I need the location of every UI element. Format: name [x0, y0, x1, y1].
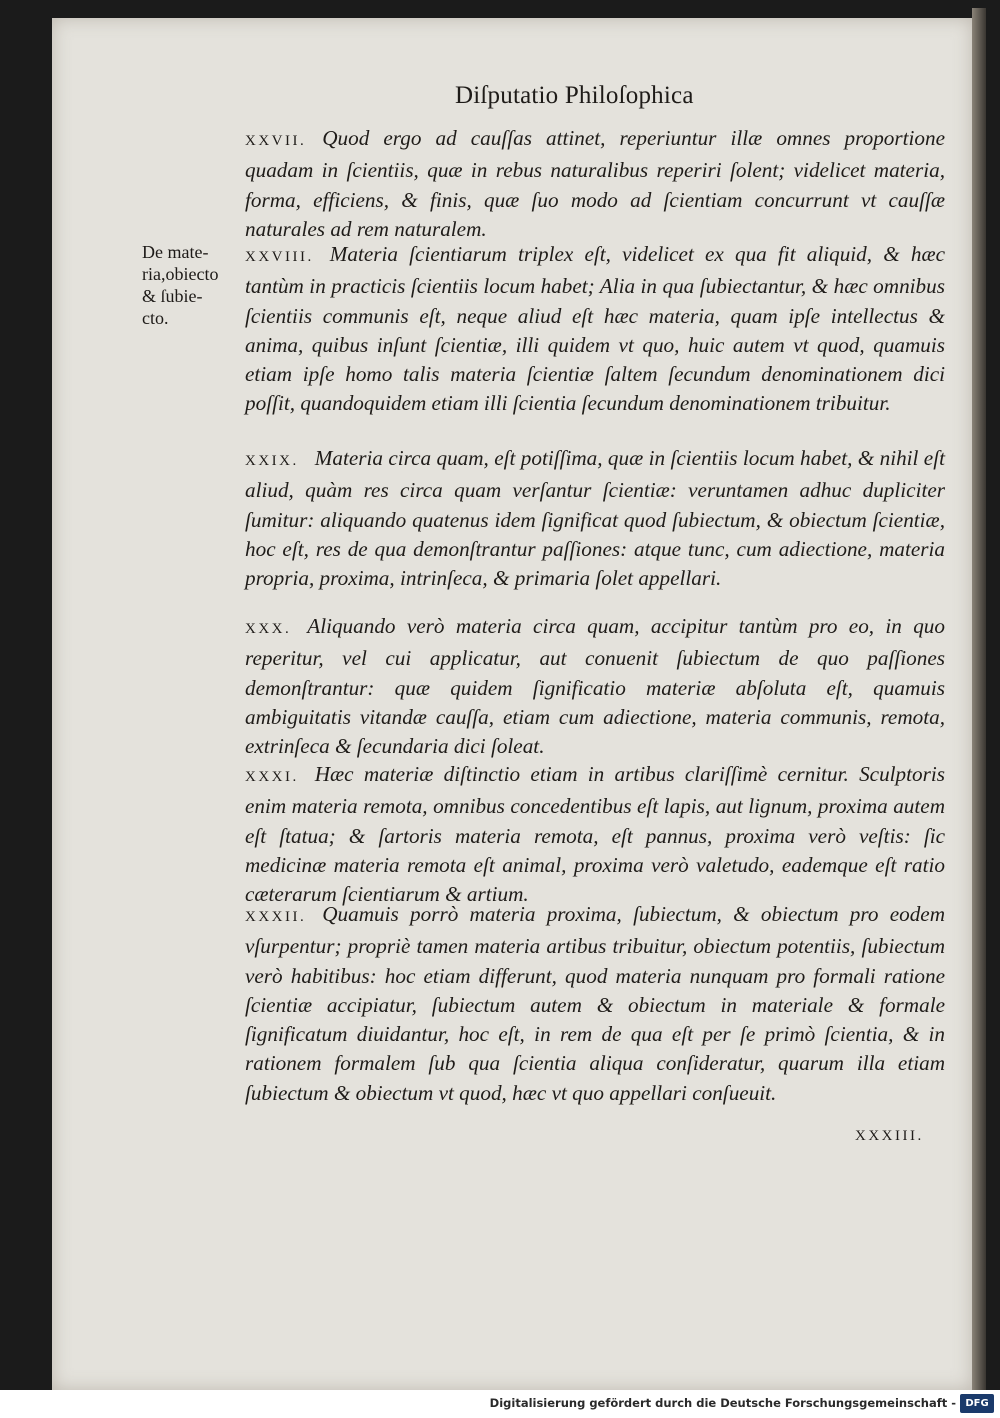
margin-note-line: ria,obiecto	[142, 264, 219, 284]
running-head: Diſputatio Philoſophica	[455, 82, 694, 109]
paragraph-xxxii	[245, 900, 945, 1108]
dfg-logo: DFG	[960, 1394, 994, 1413]
funding-credit: Digitalisierung gefördert durch die Deutsche Forschungsgemeinschaft -	[489, 1396, 956, 1410]
paragraph-xxix	[245, 444, 945, 593]
paragraph-xxviii	[245, 240, 945, 419]
paragraph-text: Materia ſcientiarum triplex eſt, videlicet ex qua fit aliquid, & hæc tantùm in practicis ſcientiis locum habet; Alia in qua ſubiectantur, & hæc omnibus ſcientiis communis eſt, neque aliud eſt hæc materia, quam ipſe intellectus & anima, quibus inſunt ſcientiæ, illi quidem vt quo, huic autem vt quod, quamuis etiam ipſe homo talis materia ſcientiæ ſaltem ſecundum denominationem dici poſſit, quandoquidem etiam illi ſcientia ſecundum denominationem tribuitur.	[245, 242, 945, 416]
paragraph-text: Quod ergo ad cauſſas attinet, reperiuntur illæ omnes proportione quadam in ſcientiis, quæ in rebus naturalibus reperiri ſolent; videlicet materia, forma, efficiens, & finis, quæ ſuo modo ad ſcientiam concurrunt vt cauſſæ naturales ad rem naturalem.	[245, 126, 945, 241]
paragraph-text: Hæc materiæ diſtinctio etiam in artibus clariſſimè cernitur. Sculptoris enim materia remota, omnibus concedentibus eſt lapis, aut lignum, proxima autem eſt ſtatua; & ſartoris materia remota, eſt pannus, proxima verò veſtis: ſic medicinæ materia remota eſt animal, proxima verò valetudo, eademque eſt ratio cæterarum ſcientiarum & artium.	[245, 762, 945, 907]
paragraph-xxvii	[245, 124, 945, 244]
paragraph-number: XXX.	[245, 621, 292, 637]
margin-note-line: & ſubie-	[142, 286, 203, 306]
paragraph-number: XXIX.	[245, 453, 299, 469]
paragraph-number: XXVII.	[245, 133, 307, 149]
paragraph-number: XXXII.	[245, 909, 307, 925]
paragraph-xxxi	[245, 760, 945, 909]
paragraph-number: XXVIII.	[245, 249, 314, 265]
footer-bar	[0, 1390, 1000, 1418]
paragraph-text: Aliquando verò materia circa quam, accipitur tantùm pro eo, in quo reperitur, vel cui applicatur, aut conuenit ſubiectum de quo paſſiones demonſtrantur: quæ quidem ſignificatio materiæ abſoluta eſt, quamuis ambiguitatis vitandæ cauſſa, etiam cum adiectione, materia communis, remota, extrinſeca & ſecundaria dici ſoleat.	[245, 614, 945, 759]
margin-note-line: cto.	[142, 308, 169, 328]
paragraph-text: Quamuis porrò materia proxima, ſubiectum, & obiectum pro eodem vſurpentur; propriè tamen materia artibus tribuitur, obiectum potentiis, ſubiectum verò habitibus: hoc etiam differunt, quod materia nunquam pro formali ratione ſcientiæ accipiatur, ſubiectum autem & obiectum in materiale & formale ſignificatum diuidantur, hoc eſt, in rem de qua eſt per ſe primò ſcientia, & in rationem formalem ſub qua ſcientia aliqua conſideratur, quarum illa etiam ſubiectum & obiectum vt quod, hæc vt quo appellari conſueuit.	[245, 902, 945, 1105]
paragraph-number: XXXI.	[245, 769, 299, 785]
page-edge	[972, 8, 986, 1390]
catchword: XXXIII.	[855, 1128, 924, 1144]
margin-note	[142, 241, 234, 329]
margin-note-line: De mate-	[142, 242, 209, 262]
paragraph-text: Materia circa quam, eſt potiſſima, quæ in ſcientiis locum habet, & nihil eſt aliud, quàm res circa quam verſantur ſcientiæ: veruntamen adhuc dupliciter ſumitur: aliquando quatenus idem ſignificat quod ſubiectum, & obiectum ſcientiæ, hoc eſt, res de qua demonſtrantur paſſiones: atque tunc, cum adiectione, materia propria, proxima, intrinſeca, & primaria ſolet appellari.	[245, 446, 945, 591]
paragraph-xxx	[245, 612, 945, 761]
